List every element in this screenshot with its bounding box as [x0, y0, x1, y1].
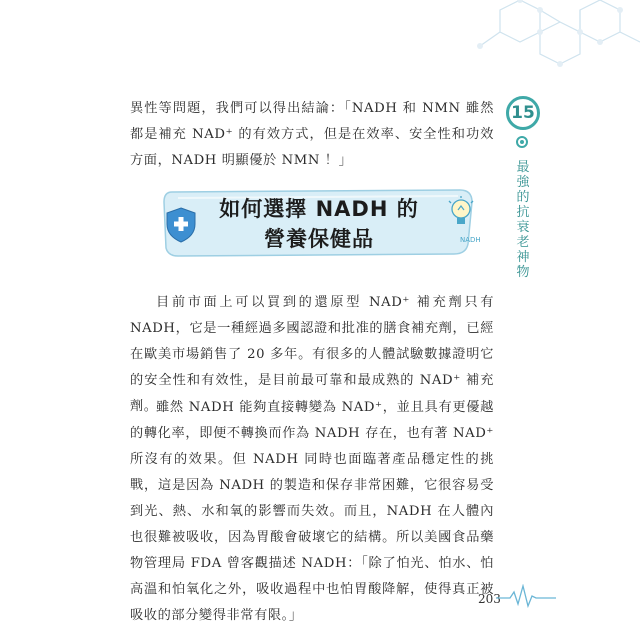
lightbulb-tag: NADH [460, 236, 481, 244]
section-heading-banner [154, 184, 480, 262]
heartbeat-line-icon [496, 584, 556, 608]
heading-line-1: 如何選擇 NADH 的 [219, 197, 419, 221]
intro-paragraph: 異性等問題，我們可以得出結論：「NADH 和 NMN 雖然都是補充 NAD⁺ 的有效方式，但是在效率、安全性和功效方面，NADH 明顯優於 NMN ！」 [130, 101, 494, 168]
chapter-number-badge [506, 96, 540, 130]
lightbulb-icon [446, 196, 476, 230]
molecule-decoration-icon [440, 0, 640, 80]
body-paragraph-1: 目前市面上可以買到的還原型 NAD⁺ 補充劑只有 NADH，它是一種經過多國認證和批准的膳食補充劑，已經在歐美市場銷售了 20 多年。有很多的人體試驗數據證明它的安全性和有效性，是目前最可靠和最成熟的 NAD⁺ 補充劑。 [130, 295, 494, 414]
chapter-dot-icon [516, 136, 528, 148]
chapter-number: 15 [511, 103, 535, 123]
page-number: 203 [478, 592, 501, 606]
section-heading [194, 194, 444, 254]
body-paragraph-2: 雖然 NADH 能夠直接轉變為 NAD⁺，並且具有更優越的轉化率，即便不轉換而作為 NADH 存在，也有著 NAD⁺ 所沒有的效果。但 NADH 同時也面臨著產品穩定性的挑戰，這是因為 NADH 的製造和保存非常困難，它很容易受到光、熱、水和氧的影響而失效。而且，NADH 在人體內也很難被吸收，因為胃酸會破壞它的結構。所以美國食品藥物管理局 FDA 曾客觀描述 NADH：「除了怕光、怕水、怕高溫和怕氧化之外，吸收過程中也怕胃酸降解，使得真正被吸收的部分變得非常有限。」 [130, 400, 494, 623]
chapter-title: 最強的抗衰老神物 [516, 160, 530, 280]
shield-plus-icon [164, 206, 198, 244]
heading-line-2: 營養保健品 [264, 227, 374, 251]
